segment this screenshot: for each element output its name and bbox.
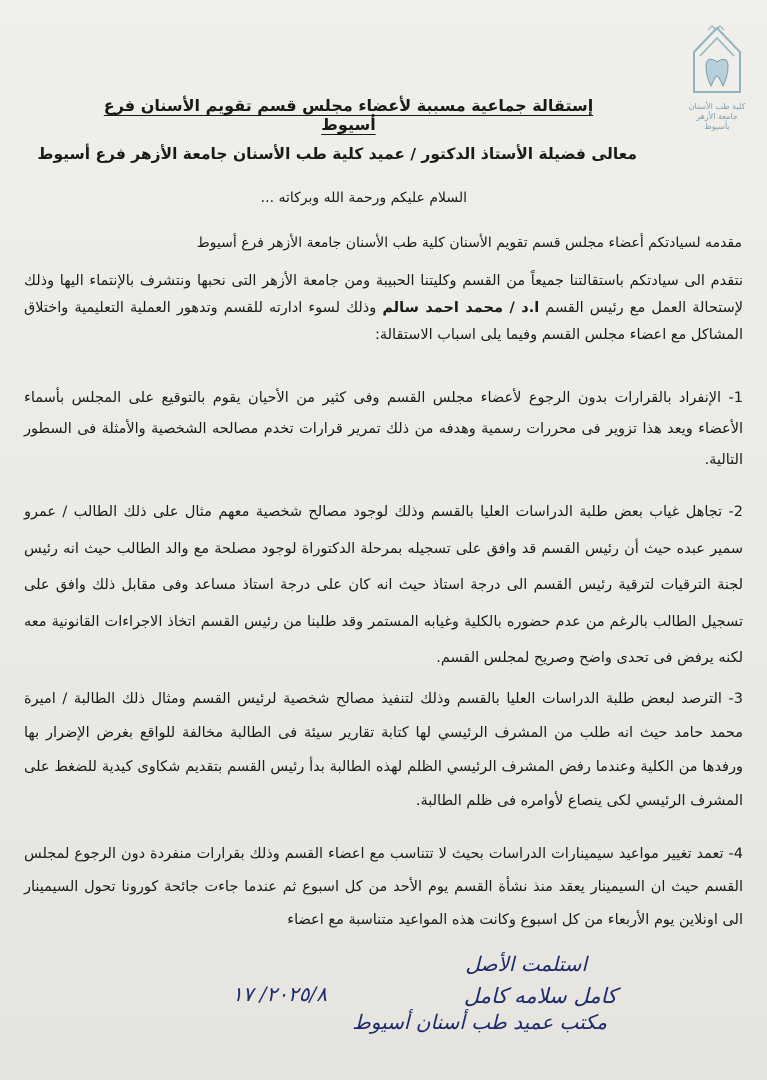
faculty-logo bbox=[685, 22, 749, 132]
opening-text-before-name: نتقدم الى سيادتكم باستقالتنا جميعاً من القسم وكليتنا الحبيبة ومن جامعة الأزهر التى نحبها ونتشرف بالإنتماء اليها وذلك لإستحالة العمل مع رئيس القسم bbox=[24, 273, 743, 316]
handwritten-office-name: مكتب عميد طب أسنان أسيوط bbox=[352, 1010, 607, 1034]
greeting-line: السلام عليكم ورحمة الله وبركاته ... bbox=[260, 190, 467, 206]
reason-paragraph-4: 4- تعمد تغيير مواعيد سيمينارات الدراسات بحيث لا تتناسب مع اعضاء القسم وذلك بقرارات منفردة دون الرجوع لمجلس القسم حيث ان السيمينار يعقد منذ نشأة القسم يوم الأحد من كل اسبوع ثم عندما جاءت جائحة كورونا تحول السيمينار الى اونلاين يوم الأربعاء من كل اسبوع وكانت هذه المواعيد متناسبة مع اعضاء bbox=[24, 846, 743, 928]
addressee-line: معالى فضيلة الأستاذ الدكتور / عميد كلية طب الأسنان جامعة الأزهر فرع أسيوط bbox=[37, 145, 637, 163]
intro-line: مقدمه لسيادتكم أعضاء مجلس قسم تقويم الأسنان كلية طب الأسنان جامعة الأزهر فرع أسيوط bbox=[196, 235, 742, 251]
department-head-name: ا.د / محمد احمد سالم bbox=[382, 300, 540, 316]
handwritten-date: ٢٠٢٥/٨/ ١٧ bbox=[231, 982, 327, 1006]
opening-paragraph bbox=[24, 268, 743, 349]
tooth-crest-icon bbox=[688, 22, 746, 100]
handwritten-receipt-note: استلمت الأصل bbox=[465, 952, 587, 976]
logo-caption-line2: جامعة الأزهر بأسيوط bbox=[696, 112, 738, 131]
logo-caption bbox=[685, 102, 749, 132]
letter-title: إستقالة جماعية مسببة لأعضاء مجلس قسم تقويم الأسنان فرع أسيوط bbox=[103, 96, 594, 134]
reason-paragraph-2: 2- تجاهل غياب بعض طلبة الدراسات العليا بالقسم وذلك لوجود مصالح شخصية معهم مثال على ذلك الطالب / عمرو سمير عبده حيث أن رئيس القسم قد وافق على تسجيله بمرحلة الدكتوراة لوجود مصلحة مع والد الطالب حيث انه رئيس لجنة الترقيات لترقية رئيس القسم الى درجة استاذ حيث انه كان على درجة استاذ مساعد وفى مقابل ذلك وافق على تسجيل الطالب بالرغم من عدم حضوره بالكلية وغيابه المستمر وقد طلبنا من رئيس القسم اتخاذ الاجراءات القانونية معه لكنه يرفض فى تحدى واضح وصريح لمجلس القسم. bbox=[24, 504, 743, 666]
reason-paragraph-1: 1- الإنفراد بالقرارات بدون الرجوع لأعضاء مجلس القسم وفى كثير من الأحيان يقوم بالتوقيع على المجلس بأسماء الأعضاء ويعد هذا تزوير فى محررات رسمية وهدفه من ذلك تمرير قرارات تخدم مصالحه الشخصية والأمثلة فى السطور التالية. bbox=[24, 390, 743, 468]
logo-caption-line1: كلية طب الأسنان bbox=[688, 102, 746, 111]
opening-text-after-name: وذلك لسوء ادارته للقسم وتدهور العملية التعليمية واختلاق المشاكل مع اعضاء مجلس القسم وفيما يلى اسباب الاستقالة: bbox=[24, 300, 743, 343]
reason-paragraph-3: 3- الترصد لبعض طلبة الدراسات العليا بالقسم وذلك لتنفيذ مصالح شخصية لرئيس القسم ومثال ذلك الطالبة / اميرة محمد حامد حيث انه طلب من المشرف الرئيسي لها كتابة تقارير سيئة فى الطالبة مخالفة للواقع بغرض الإضرار بها ورفدها من الكلية وعندما رفض المشرف الرئيسي الظلم لهذه الطالبة بدأ رئيس القسم بتقديم شكاوى كيدية للضغط على المشرف الرئيسي لكى ينصاع لأوامره فى ظلم الطالبة. bbox=[24, 691, 743, 809]
handwritten-receiver-name: كامل سلامه كامل bbox=[463, 984, 617, 1008]
